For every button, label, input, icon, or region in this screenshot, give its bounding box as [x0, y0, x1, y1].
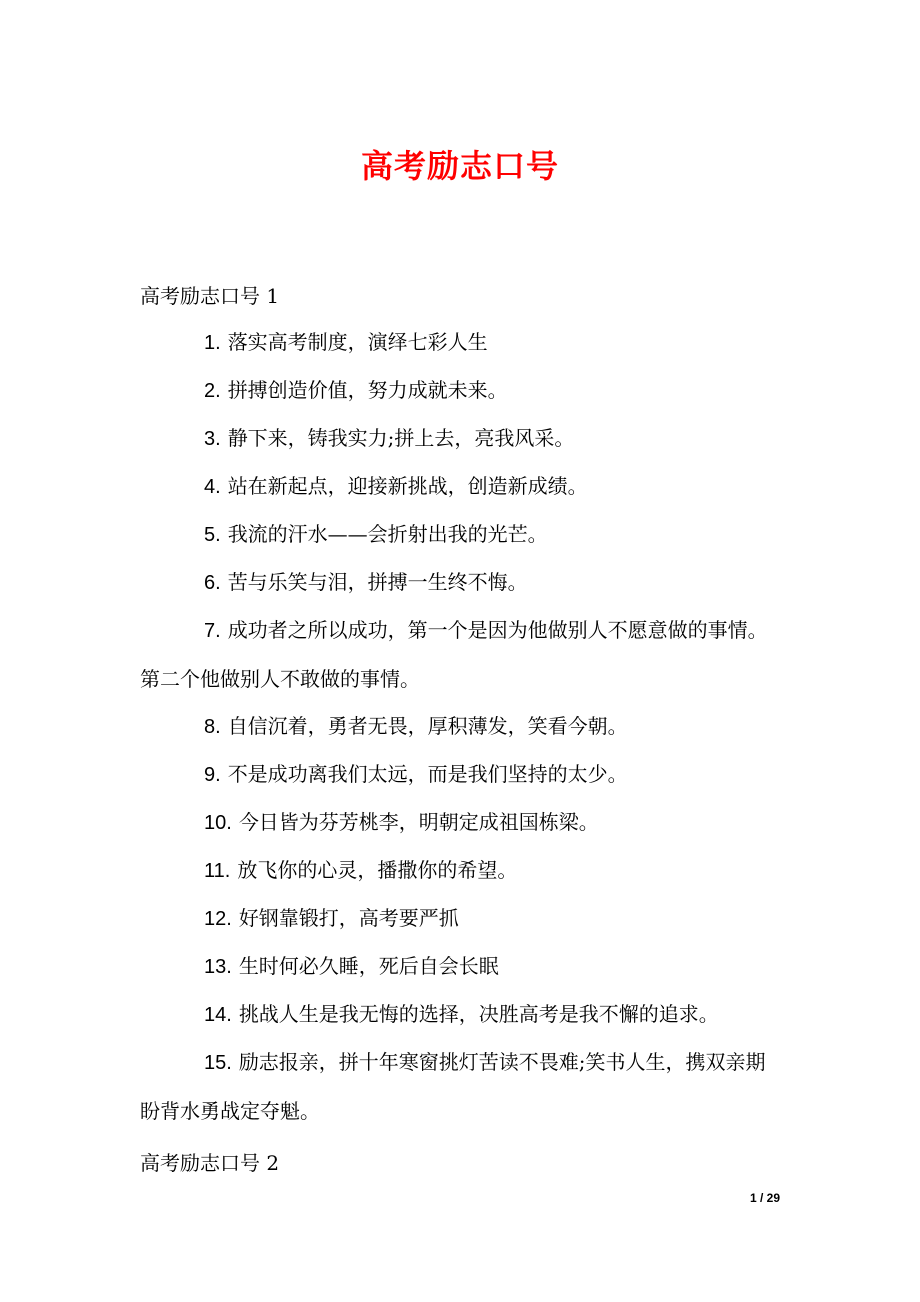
page-number: 1 / 29: [749, 1191, 780, 1205]
list-item: [140, 702, 780, 751]
list-item: [140, 558, 780, 607]
item-number: 1.: [204, 332, 221, 354]
item-number: 11.: [204, 860, 231, 882]
list-item: [140, 462, 780, 511]
item-number: 12.: [204, 908, 232, 930]
item-text: 今日皆为芬芳桃李，明朝定成祖国栋梁。: [238, 810, 599, 834]
item-number: 4.: [204, 476, 221, 498]
document-title: 高考励志口号: [360, 147, 559, 185]
list-item: [140, 606, 780, 703]
item-number: 8.: [204, 716, 221, 738]
item-number: 3.: [204, 428, 221, 450]
list-item: [140, 414, 780, 463]
item-text: 成功者之所以成功，第一个是因为他做别人不愿意做的事情。第二个他做别人不敢做的事情。: [140, 618, 768, 691]
item-number: 7.: [204, 620, 221, 642]
list-item: [140, 846, 780, 895]
item-text: 好钢靠锻打，高考要严抓: [238, 906, 459, 930]
list-item: [140, 1038, 780, 1135]
item-text: 励志报亲，拼十年寒窗挑灯苦读不畏难;笑书人生，携双亲期盼背水勇战定夺魁。: [140, 1050, 766, 1123]
item-number: 13.: [204, 956, 232, 978]
list-item: [140, 942, 780, 991]
item-text: 静下来，铸我实力;拼上去，亮我风采。: [227, 426, 575, 450]
item-number: 2.: [204, 380, 221, 402]
section-heading: 高考励志口号 2: [140, 1151, 280, 1175]
item-text: 我流的汗水——会折射出我的光芒。: [227, 522, 548, 546]
item-text: 挑战人生是我无悔的选择，决胜高考是我不懈的追求。: [238, 1002, 719, 1026]
section-heading: 高考励志口号 1: [140, 284, 280, 308]
item-text: 站在新起点，迎接新挑战，创造新成绩。: [227, 474, 588, 498]
item-number: 10.: [204, 812, 232, 834]
item-text: 生时何必久睡，死后自会长眠: [238, 954, 499, 978]
item-number: 5.: [204, 524, 221, 546]
list-item: [140, 366, 780, 415]
item-text: 拼搏创造价值，努力成就未来。: [227, 378, 508, 402]
item-number: 9.: [204, 764, 221, 786]
item-number: 15.: [204, 1052, 232, 1074]
item-number: 6.: [204, 572, 221, 594]
item-text: 落实高考制度，演绎七彩人生: [227, 330, 488, 354]
list-item: [140, 510, 780, 559]
list-item: [140, 990, 780, 1039]
list-item: [140, 798, 780, 847]
list-item: [140, 894, 780, 943]
item-number: 14.: [204, 1004, 232, 1026]
item-text: 不是成功离我们太远，而是我们坚持的太少。: [227, 762, 628, 786]
item-text: 自信沉着，勇者无畏，厚积薄发，笑看今朝。: [227, 714, 628, 738]
item-text: 苦与乐笑与泪，拼搏一生终不悔。: [227, 570, 528, 594]
list-item: [140, 750, 780, 799]
item-text: 放飞你的心灵，播撒你的希望。: [237, 858, 518, 882]
list-item: [140, 318, 780, 367]
